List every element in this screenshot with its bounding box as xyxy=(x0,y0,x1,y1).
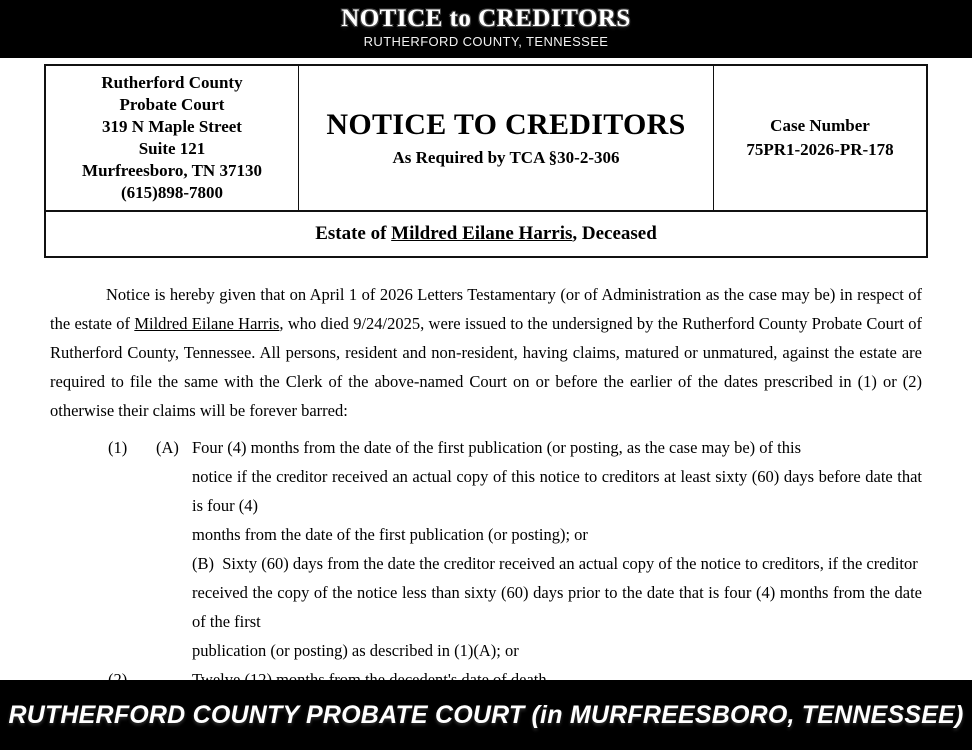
indent-spacer xyxy=(50,549,192,578)
court-info-cell xyxy=(45,65,299,211)
list-item-1a-line-3: months from the date of the first publication (or posting); or xyxy=(192,525,588,544)
list-item-1a-continuation-1 xyxy=(50,462,922,520)
header-row xyxy=(45,65,927,211)
case-number-cell xyxy=(714,65,928,211)
indent-spacer xyxy=(50,578,192,636)
list-item-1 xyxy=(50,433,922,462)
top-banner xyxy=(0,0,972,58)
top-banner-title: NOTICE to CREDITORS xyxy=(341,5,631,32)
document-content xyxy=(0,58,972,680)
list-item-1-number: (1) xyxy=(108,438,128,457)
notice-title-cell xyxy=(299,65,714,211)
notice-paragraph xyxy=(50,280,922,425)
top-banner-subtitle: RUTHERFORD COUNTY, TENNESSEE xyxy=(363,34,609,49)
list-item-1b-text: Sixty (60) days from the date the creditor received an actual copy of the notice to creditors, if the creditor xyxy=(222,554,918,573)
bottom-banner xyxy=(0,680,972,750)
case-number-label: Case Number xyxy=(770,116,870,135)
claims-deadline-list xyxy=(50,433,922,694)
court-name-line-1: Rutherford County xyxy=(101,73,243,92)
court-address-street: 319 N Maple Street xyxy=(102,117,242,136)
estate-decedent-name: Mildred Eilane Harris xyxy=(391,223,573,244)
document-sheet xyxy=(0,58,972,680)
list-item-1b-label: (B) xyxy=(192,554,214,573)
notice-title: NOTICE TO CREDITORS xyxy=(326,107,686,141)
list-item-1b-line-2: received the copy of the notice less than sixty (60) days prior to the date that is four (4) months from the date of the first xyxy=(192,583,922,631)
list-item-1a-label: (A) xyxy=(156,438,179,457)
estate-line xyxy=(315,223,657,245)
indent-spacer xyxy=(50,462,192,520)
list-item-1b-continuation-1 xyxy=(50,578,922,636)
estate-bar xyxy=(44,211,928,258)
list-item-1a-line-1: Four (4) months from the date of the first publication (or posting, as the case may be) of this xyxy=(192,438,801,457)
case-number-value: 75PR1-2026-PR-178 xyxy=(746,140,894,159)
notice-decedent-name: Mildred Eilane Harris xyxy=(134,314,280,333)
indent-spacer xyxy=(50,636,192,665)
list-item-1a-line-2: notice if the creditor received an actual copy of this notice to creditors at least sixty (60) days before date that is four (4) xyxy=(192,467,922,515)
list-item-1b-continuation-2 xyxy=(50,636,922,665)
estate-suffix: , Deceased xyxy=(572,223,657,244)
notice-statute-reference: As Required by TCA §30-2-306 xyxy=(392,147,620,167)
list-item-1b-line-1 xyxy=(192,549,922,578)
list-item-1b-line-3: publication (or posting) as described in (1)(A); or xyxy=(192,641,519,660)
indent-spacer xyxy=(50,520,192,549)
court-address-city: Murfreesboro, TN 37130 xyxy=(82,161,262,180)
estate-prefix: Estate of xyxy=(315,223,392,244)
court-phone: (615)898-7800 xyxy=(121,183,223,202)
document-header-table xyxy=(44,64,928,212)
bottom-banner-text: RUTHERFORD COUNTY PROBATE COURT (in MURFREESBORO, TENNESSEE) xyxy=(8,700,964,729)
notice-body xyxy=(44,280,928,694)
list-item-1a-continuation-2 xyxy=(50,520,922,549)
court-address-suite: Suite 121 xyxy=(138,139,206,158)
court-name-line-2: Probate Court xyxy=(119,95,225,114)
notice-paragraph-part2: , who died 9/24/2025, were issued to the undersigned by the Rutherford County Probate Court of Rutherford County, Tennessee. All persons, resident and non-resident, having claims, matured or unmatured, against the estate are required to file the same with the Clerk of the above-named Court on or before the earlier of the dates prescribed in (1) or (2) otherwise their claims will be forever barred: xyxy=(50,314,922,420)
list-item-1b-row xyxy=(50,549,922,578)
notice-paragraph-part1: Notice is hereby given that on April 1 of 2026 Letters Testamentary (or of Administration as the case may be) in respect of the estate of xyxy=(50,285,922,333)
